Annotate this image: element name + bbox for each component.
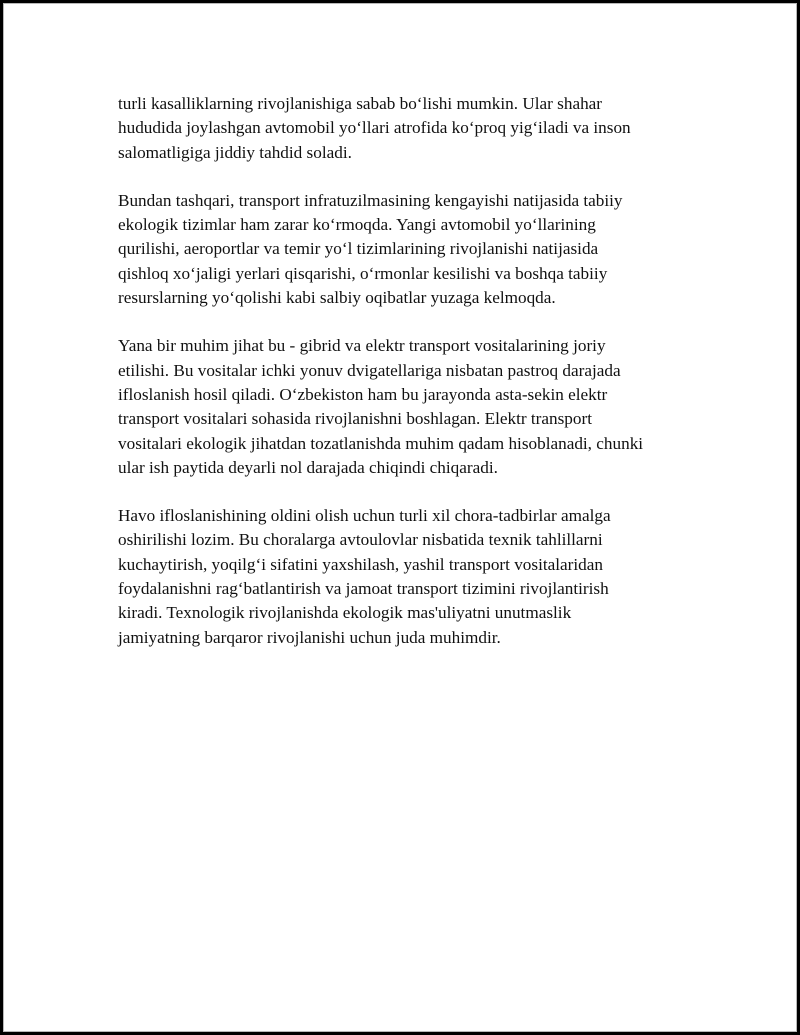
text-line: qishloq xo‘jaligi yerlari qisqarishi, o‘rmonlar kesilishi va boshqa tabiiy [118, 263, 608, 283]
text-line: resurslarning yo‘qolishi kabi salbiy oqibatlar yuzaga kelmoqda. [118, 288, 556, 308]
paragraph-4 [118, 504, 700, 650]
text-line: jamiyatning barqaror rivojlanishi uchun juda muhimdir. [118, 627, 501, 647]
text-line: Yana bir muhim jihat bu - gibrid va elektr transport vositalarining joriy [118, 336, 606, 356]
text-line: foydalanishni rag‘batlantirish va jamoat transport tizimini rivojlantirish [118, 579, 609, 599]
text-line: qurilishi, aeroportlar va temir yo‘l tizimlarining rivojlanishi natijasida [118, 239, 599, 259]
text-line: kiradi. Texnologik rivojlanishda ekologik mas'uliyatni unutmaslik [118, 603, 572, 623]
text-line: oshirilishi lozim. Bu choralarga avtoulovlar nisbatida texnik tahlillarni [118, 530, 603, 550]
text-line: Bundan tashqari, transport infratuzilmasining kengayishi natijasida tabiiy [118, 190, 623, 210]
text-line: etilishi. Bu vositalar ichki yonuv dvigatellariga nisbatan pastroq darajada [118, 360, 621, 380]
text-line: hududida joylashgan avtomobil yo‘llari atrofida ko‘proq yig‘iladi va inson [118, 118, 631, 138]
paragraph-1 [118, 92, 700, 165]
text-line: salomatligiga jiddiy tahdid soladi. [118, 142, 352, 162]
text-line: vositalari ekologik jihatdan tozatlanishda muhim qadam hisoblanadi, chunki [118, 433, 644, 453]
text-line: Havo ifloslanishining oldini olish uchun turli xil chora-tadbirlar amalga [118, 506, 611, 526]
paragraph-3 [118, 334, 700, 480]
text-line: transport vositalari sohasida rivojlanishni boshlagan. Elektr transport [118, 409, 592, 429]
text-line: ular ish paytida deyarli nol darajada chiqindi chiqaradi. [118, 457, 498, 477]
paragraph-2 [118, 189, 700, 310]
text-line: ekologik tizimlar ham zarar ko‘rmoqda. Yangi avtomobil yo‘llarining [118, 215, 596, 235]
text-line: turli kasalliklarning rivojlanishiga sabab bo‘lishi mumkin. Ular shahar [118, 94, 603, 113]
text-line: kuchaytirish, yoqilg‘i sifatini yaxshilash, yashil transport vositalaridan [118, 554, 603, 574]
text-line: ifloslanish hosil qiladi. O‘zbekiston ham bu jarayonda asta-sekin elektr [118, 384, 608, 404]
document-body [118, 92, 700, 674]
